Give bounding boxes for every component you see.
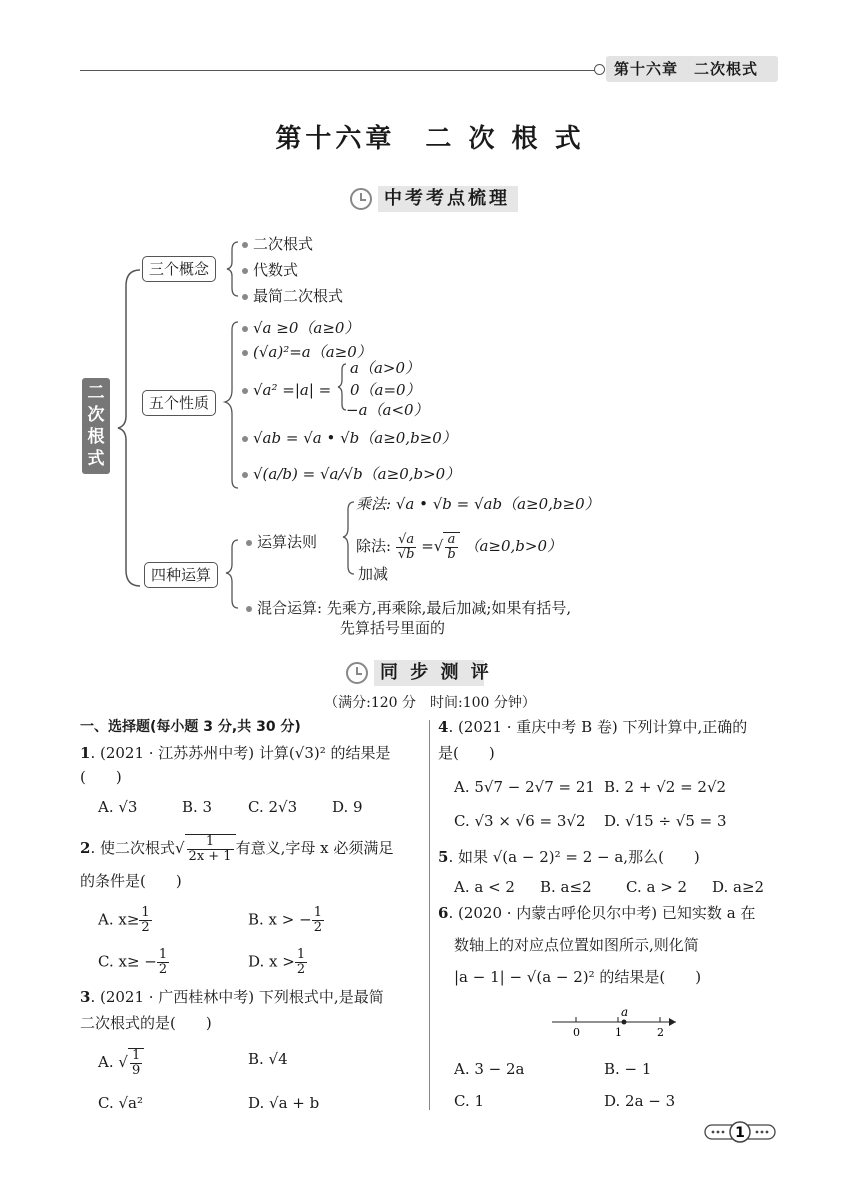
fraction: $\frac{a}{b}$ (443, 532, 459, 562)
property-item: √ab = √a • √b（a≥0,b≥0） (242, 428, 457, 448)
test-subtitle: （满分:120 分 时间:100 分钟） (324, 695, 536, 711)
question-6: 6. (2020 · 内蒙古呼伦贝尔中考) 已知实数 a 在 (438, 904, 756, 922)
q4-option-b: B. 2 + √2 = 2√2 (604, 778, 727, 796)
clock-icon (346, 662, 368, 684)
q4-option-d: D. √15 ÷ √5 = 3 (604, 812, 727, 830)
q2-option-d: D. x > $\frac{1}{2}$ (248, 947, 306, 977)
q3-option-d: D. √a + b (248, 1094, 320, 1112)
section-heading-test (346, 658, 496, 688)
question-4: 4. (2021 · 重庆中考 B 卷) 下列计算中,正确的 (438, 718, 748, 736)
q1-option-a: A. √3 (98, 798, 138, 816)
fraction: $\frac{√a}{√b}$ (397, 531, 415, 562)
q4-option-a: A. 5√7 − 2√7 = 21 (454, 778, 595, 796)
question-2-cont: 的条件是( ) (80, 872, 182, 890)
ops-div-cond: （a≥0,b>0） (464, 537, 563, 555)
abs-case: a（a>0） (350, 359, 420, 377)
question-1-paren: ( ) (80, 768, 122, 786)
q3-option-a: A. √ $\frac{1}{9}$ (98, 1048, 144, 1078)
q1-option-b: B. 3 (182, 798, 213, 816)
abs-case: −a（a<0） (346, 401, 429, 419)
ops-div-label: 除法: (356, 537, 392, 555)
q6-option-a: A. 3 − 2a (454, 1060, 525, 1078)
ops-rule: 运算法则 (246, 532, 317, 552)
q5-option-a: A. a < 2 (454, 878, 515, 896)
ops-mixed: 混合运算: 先乘方,再乘除,最后加减;如果有括号, (246, 598, 571, 618)
property-item: √(a/b) = √a/√b（a≥0,b>0） (242, 464, 460, 484)
property-item: √a ≥0（a≥0） (242, 318, 359, 338)
ops-add: 加减 (358, 565, 389, 583)
header-rule (80, 70, 600, 71)
q5-option-b: B. a≤2 (540, 878, 592, 896)
page-number: 1 (735, 1125, 745, 1141)
q5-option-d: D. a≥2 (712, 878, 765, 896)
page-number-badge (704, 1120, 776, 1144)
tick-label: 2 (657, 1026, 664, 1039)
fraction: $\frac{1}{2x + 1}$ (185, 834, 236, 864)
column-divider (429, 720, 430, 1110)
node-properties: 五个性质 (142, 390, 216, 416)
property-item: (√a)²=a（a≥0） (242, 342, 372, 362)
tick-label: 1 (615, 1026, 622, 1039)
question-6-cont: |a − 1| − √(a − 2)² 的结果是( ) (454, 968, 702, 986)
q6-option-b: B. − 1 (604, 1060, 652, 1078)
question-5: 5. 如果 √(a − 2)² = 2 − a,那么( ) (438, 848, 700, 866)
page-title: 第十六章 二 次 根 式 (275, 124, 585, 154)
q4-option-c: C. √3 × √6 = 3√2 (454, 812, 586, 830)
q2-option-a: A. x≥ $\frac{1}{2}$ (98, 905, 150, 935)
ops-mixed-cont: 先算括号里面的 (340, 619, 446, 637)
question-3: 3. (2021 · 广西桂林中考) 下列根式中,是最简 (80, 988, 384, 1006)
mindmap-root-label: 二次根式 (87, 383, 105, 469)
node-concepts: 三个概念 (142, 256, 216, 282)
q6-option-d: D. 2a − 3 (604, 1092, 676, 1110)
section-heading-text: 中考考点梳理 (384, 188, 510, 209)
q5-option-c: C. a > 2 (626, 878, 688, 896)
question-1: 1. (2021 · 江苏苏州中考) 计算(√3)² 的结果是 (80, 744, 391, 762)
point-a (622, 1020, 627, 1025)
abs-case: 0（a=0） (350, 381, 421, 399)
chapter-tag: 第十六章 二次根式 (606, 56, 778, 82)
question-4-cont: 是( ) (438, 744, 495, 762)
header-dot (594, 64, 605, 75)
q1-option-c: C. 2√3 (248, 798, 298, 816)
q6-option-c: C. 1 (454, 1092, 485, 1110)
question-2: 2. 使二次根式√ $\frac{1}{2x + 1}$ 有意义,字母 x 必须满足 (80, 834, 394, 864)
q2-option-b: B. x > − $\frac{1}{2}$ (248, 905, 322, 935)
question-6-cont: 数轴上的对应点位置如图所示,则化简 (454, 936, 699, 954)
mindmap-root (82, 378, 110, 474)
point-label: a (621, 1006, 629, 1019)
q1-option-d: D. 9 (332, 798, 363, 816)
concept-item: 二次根式 (242, 234, 313, 254)
section-heading-text: 同 步 测 评 (380, 662, 492, 683)
ops-mul: 乘法: √a • √b = √ab（a≥0,b≥0） (356, 495, 600, 513)
q3-option-b: B. √4 (248, 1050, 288, 1068)
q2-option-c: C. x≥ − $\frac{1}{2}$ (98, 947, 168, 977)
number-line (548, 1006, 688, 1042)
section-heading-review (350, 184, 520, 214)
concept-item: 代数式 (242, 260, 298, 280)
node-operations: 四种运算 (144, 562, 218, 588)
clock-icon (350, 188, 372, 210)
tick-label: 0 (573, 1026, 580, 1039)
concept-item: 最简二次根式 (242, 286, 343, 306)
q3-option-c: C. √a² (98, 1094, 143, 1112)
property-item: √a² =|a| = (242, 380, 331, 400)
question-3-cont: 二次根式的是( ) (80, 1014, 212, 1032)
ops-div: 除法: $\frac{√a}{√b}$ =√ $\frac{a}{b}$ （a≥0,b>0） (356, 531, 563, 562)
part-heading: 一、选择题(每小题 3 分,共 30 分) (80, 719, 301, 735)
